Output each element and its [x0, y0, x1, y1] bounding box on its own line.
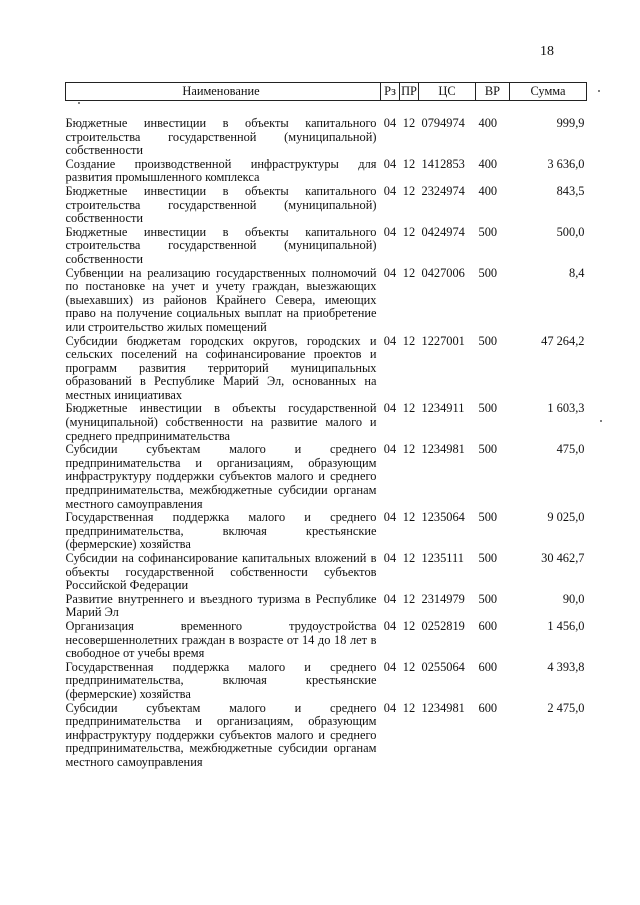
row-cs: 1235111	[421, 551, 464, 565]
row-rz: 04	[383, 659, 397, 674]
row-name: Организация временного трудоустройства несовершеннолетних граждан в возрасте от 14 до 18 лет в свободное от учебы время	[65, 618, 377, 661]
table-row	[66, 267, 587, 335]
row-pr: 12	[402, 442, 416, 457]
table-row	[66, 702, 587, 770]
row-cs: 0255064	[421, 659, 465, 674]
row-cs: 0252819	[421, 618, 465, 633]
table-row	[66, 335, 587, 403]
row-pr: 12	[402, 156, 416, 171]
header-name: Наименование	[66, 83, 381, 101]
row-pr: 12	[402, 183, 416, 198]
row-rz: 04	[383, 551, 397, 565]
row-vr: 500	[478, 591, 498, 606]
header-rz: Рз	[381, 83, 400, 101]
row-rz: 04	[383, 510, 397, 525]
row-sum: 47 264,2	[541, 333, 585, 348]
scan-speck	[600, 420, 602, 422]
row-vr: 500	[478, 265, 498, 280]
row-pr: 12	[402, 510, 416, 525]
row-rz: 04	[383, 116, 397, 130]
row-name: Создание производственной инфраструктуры для развития промышленного комплекса	[65, 156, 377, 185]
row-rz: 04	[383, 333, 397, 348]
page-number: 18	[540, 44, 554, 59]
row-vr: 600	[478, 618, 498, 633]
row-pr: 12	[402, 224, 416, 239]
header-vr: ВР	[476, 83, 510, 101]
row-rz: 04	[383, 401, 397, 416]
row-rz: 04	[383, 224, 397, 239]
row-sum: 4 393,8	[547, 659, 585, 674]
table-row	[66, 620, 587, 661]
row-vr: 500	[478, 551, 498, 565]
row-name: Бюджетные инвестиции в объекты капитального строительства государственной (муниципальной) собственности	[65, 224, 377, 266]
row-rz: 04	[383, 265, 397, 280]
row-name: Бюджетные инвестиции в объекты капитального строительства государственной (муниципальной) собственности	[65, 116, 377, 158]
row-sum: 3 636,0	[547, 156, 585, 171]
table-row	[66, 552, 587, 593]
row-cs: 1227001	[421, 333, 465, 348]
row-rz: 04	[383, 156, 397, 171]
table-row	[66, 101, 587, 158]
row-name: Бюджетные инвестиции в объекты капитального строительства государственной (муниципальной) собственности	[65, 183, 377, 226]
row-cs: 1234911	[421, 401, 465, 416]
row-name: Субвенции на реализацию государственных полномочий по постановке на учет и учету граждан, выезжающих (выехавших) из районов Крайнего Севера, имеющих право на получение социальных выплат на приобретение или строительство жилых помещений	[65, 265, 377, 334]
scan-speck	[78, 102, 80, 104]
row-vr: 500	[478, 510, 498, 525]
row-vr: 500	[478, 224, 498, 239]
table-row	[66, 226, 587, 267]
row-cs: 0424974	[421, 224, 465, 239]
row-sum: 9 025,0	[547, 510, 585, 525]
table-row	[66, 443, 587, 511]
row-name: Бюджетные инвестиции в объекты государственной (муниципальной) собственности на развитие малого и среднего предпринимательства	[65, 401, 377, 443]
table-row	[66, 158, 587, 185]
row-pr: 12	[402, 401, 416, 416]
row-sum: 843,5	[556, 183, 585, 198]
row-pr: 12	[402, 618, 416, 633]
row-cs: 2314979	[421, 591, 465, 606]
table-row	[66, 402, 587, 443]
row-sum: 2 475,0	[547, 700, 585, 715]
header-cs: ЦС	[419, 83, 476, 101]
row-vr: 400	[478, 116, 498, 130]
table-row	[66, 185, 587, 226]
table-header-row	[66, 83, 587, 101]
row-rz: 04	[383, 442, 397, 457]
row-cs: 0794974	[421, 116, 465, 130]
row-cs: 0427006	[421, 265, 465, 280]
row-sum: 8,4	[569, 265, 585, 280]
row-vr: 600	[478, 659, 498, 674]
row-pr: 12	[402, 700, 416, 715]
row-pr: 12	[402, 659, 416, 674]
row-rz: 04	[383, 700, 397, 715]
row-sum: 30 462,7	[541, 551, 585, 565]
table-row	[66, 511, 587, 552]
row-sum: 1 456,0	[547, 618, 585, 633]
row-name: Субсидии бюджетам городских округов, городских и сельских поселений на софинансирование проектов и программ развития территорий муниципальных образований в Республике Марий Эл, основанных на местных инициативах	[65, 333, 377, 402]
table-row	[66, 661, 587, 702]
row-rz: 04	[383, 618, 397, 633]
row-pr: 12	[402, 116, 416, 130]
row-sum: 999,9	[556, 116, 585, 130]
row-name: Субсидии на софинансирование капитальных вложений в объекты государственной собственности субъектов Российской Федерации	[65, 551, 377, 593]
row-sum: 1 603,3	[547, 401, 585, 416]
row-rz: 04	[383, 591, 397, 606]
row-cs: 1234981	[421, 700, 465, 715]
row-sum: 475,0	[556, 442, 585, 457]
row-pr: 12	[402, 333, 416, 348]
row-cs: 1412853	[421, 156, 465, 171]
row-name: Государственная поддержка малого и среднего предпринимательства, включая крестьянские (фермерские) хозяйства	[65, 659, 377, 701]
scan-speck	[598, 90, 600, 92]
header-sum: Сумма	[510, 83, 587, 101]
row-cs: 1234981	[421, 442, 465, 457]
row-name: Государственная поддержка малого и среднего предпринимательства, включая крестьянские (фермерские) хозяйства	[65, 510, 377, 552]
row-pr: 12	[402, 591, 416, 606]
header-pr: ПР	[400, 83, 419, 101]
row-sum: 500,0	[556, 224, 585, 239]
row-vr: 400	[478, 156, 498, 171]
budget-table	[65, 82, 587, 770]
row-sum: 90,0	[562, 591, 585, 606]
row-vr: 400	[478, 183, 498, 198]
row-vr: 500	[478, 401, 498, 416]
row-pr: 12	[402, 551, 416, 565]
table-row	[66, 593, 587, 620]
row-name: Субсидии субъектам малого и среднего предпринимательства и организациям, образующим инфраструктуру поддержки субъектов малого и среднего предпринимательства, межбюджетные субсидии органам местного самоуправления	[65, 442, 377, 511]
row-name: Субсидии субъектам малого и среднего предпринимательства и организациям, образующим инфраструктуру поддержки субъектов малого и среднего предпринимательства, межбюджетные субсидии органам местного самоуправления	[65, 700, 377, 769]
row-rz: 04	[383, 183, 397, 198]
row-vr: 600	[478, 700, 498, 715]
row-name: Развитие внутреннего и въездного туризма в Республике Марий Эл	[65, 591, 377, 620]
row-cs: 2324974	[421, 183, 465, 198]
row-vr: 500	[478, 442, 498, 457]
row-vr: 500	[478, 333, 498, 348]
row-pr: 12	[402, 265, 416, 280]
row-cs: 1235064	[421, 510, 465, 525]
